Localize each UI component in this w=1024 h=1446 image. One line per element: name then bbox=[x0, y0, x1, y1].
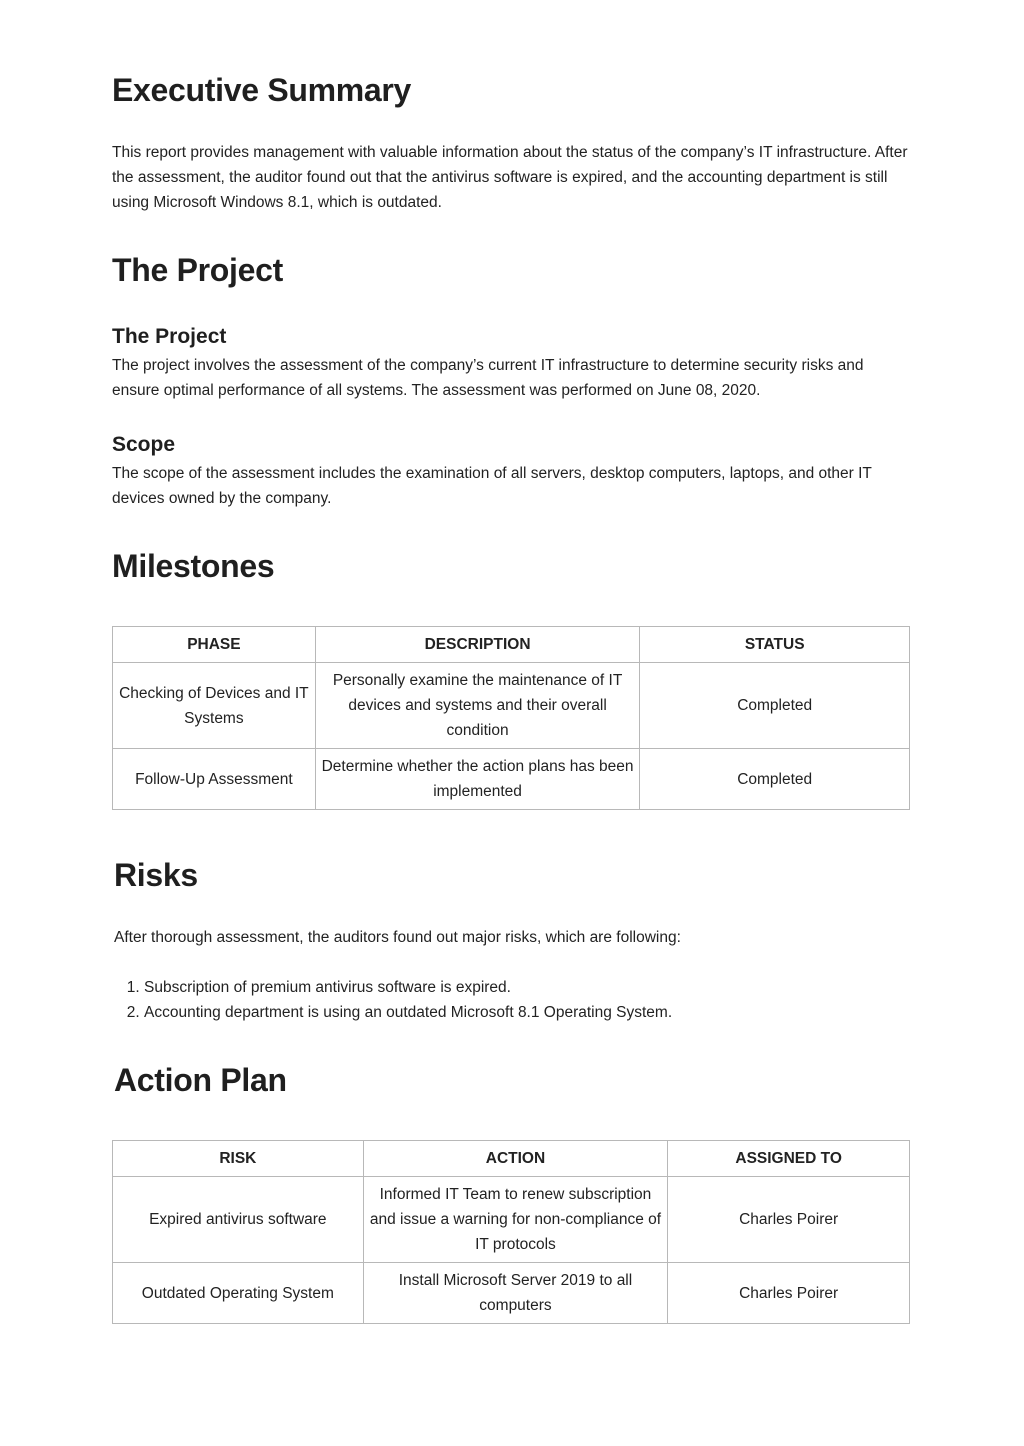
project-body: The project involves the assessment of the company’s current IT infrastructure to determine security risks and ensure optimal performance of all systems. The assessment was performed on June 08, 2020. bbox=[112, 357, 864, 399]
column-header: DESCRIPTION bbox=[315, 627, 640, 663]
milestones-table bbox=[112, 626, 910, 810]
action-plan-table bbox=[112, 1140, 910, 1324]
risks-heading: Risks bbox=[114, 857, 198, 893]
action-cell: Informed IT Team to renew subscription and issue a warning for non-compliance of IT protocols bbox=[363, 1177, 668, 1263]
project-subheading: The Project bbox=[112, 325, 227, 348]
risk-cell: Expired antivirus software bbox=[113, 1177, 364, 1263]
risks-intro: After thorough assessment, the auditors found out major risks, which are following: bbox=[114, 929, 681, 946]
phase-cell: Checking of Devices and IT Systems bbox=[113, 663, 316, 749]
risk-cell: Outdated Operating System bbox=[113, 1263, 364, 1324]
table-header-row bbox=[113, 1141, 910, 1177]
list-item: 2. Accounting department is using an outdated Microsoft 8.1 Operating System. bbox=[144, 1000, 942, 1025]
project-section-heading: The Project bbox=[112, 252, 283, 288]
table-row bbox=[113, 663, 910, 749]
column-header: RISK bbox=[113, 1141, 364, 1177]
table-row bbox=[113, 1177, 910, 1263]
list-item: 1. Subscription of premium antivirus software is expired. bbox=[144, 975, 942, 1000]
column-header: ASSIGNED TO bbox=[668, 1141, 910, 1177]
milestones-heading: Milestones bbox=[112, 548, 275, 584]
table-header-row bbox=[113, 627, 910, 663]
table-row bbox=[113, 749, 910, 810]
action-cell: Install Microsoft Server 2019 to all computers bbox=[363, 1263, 668, 1324]
column-header: PHASE bbox=[113, 627, 316, 663]
status-cell: Completed bbox=[640, 749, 910, 810]
scope-body: The scope of the assessment includes the examination of all servers, desktop computers, laptops, and other IT devices owned by the company. bbox=[112, 465, 872, 507]
scope-subheading: Scope bbox=[112, 433, 176, 456]
assigned-to-cell: Charles Poirer bbox=[668, 1263, 910, 1324]
phase-cell: Follow-Up Assessment bbox=[113, 749, 316, 810]
column-header: ACTION bbox=[363, 1141, 668, 1177]
description-cell: Determine whether the action plans has been implemented bbox=[315, 749, 640, 810]
executive-summary-body: This report provides management with valuable information about the status of the company’s IT infrastructure. After the assessment, the auditor found out that the antivirus software is expired, and the accounting department is still using Microsoft Windows 8.1, which is outdated. bbox=[112, 144, 908, 211]
risks-list bbox=[112, 975, 942, 1025]
assigned-to-cell: Charles Poirer bbox=[668, 1177, 910, 1263]
description-cell: Personally examine the maintenance of IT devices and systems and their overall condition bbox=[315, 663, 640, 749]
column-header: STATUS bbox=[640, 627, 910, 663]
action-plan-heading: Action Plan bbox=[114, 1062, 287, 1098]
status-cell: Completed bbox=[640, 663, 910, 749]
table-row bbox=[113, 1263, 910, 1324]
executive-summary-heading: Executive Summary bbox=[112, 72, 412, 108]
